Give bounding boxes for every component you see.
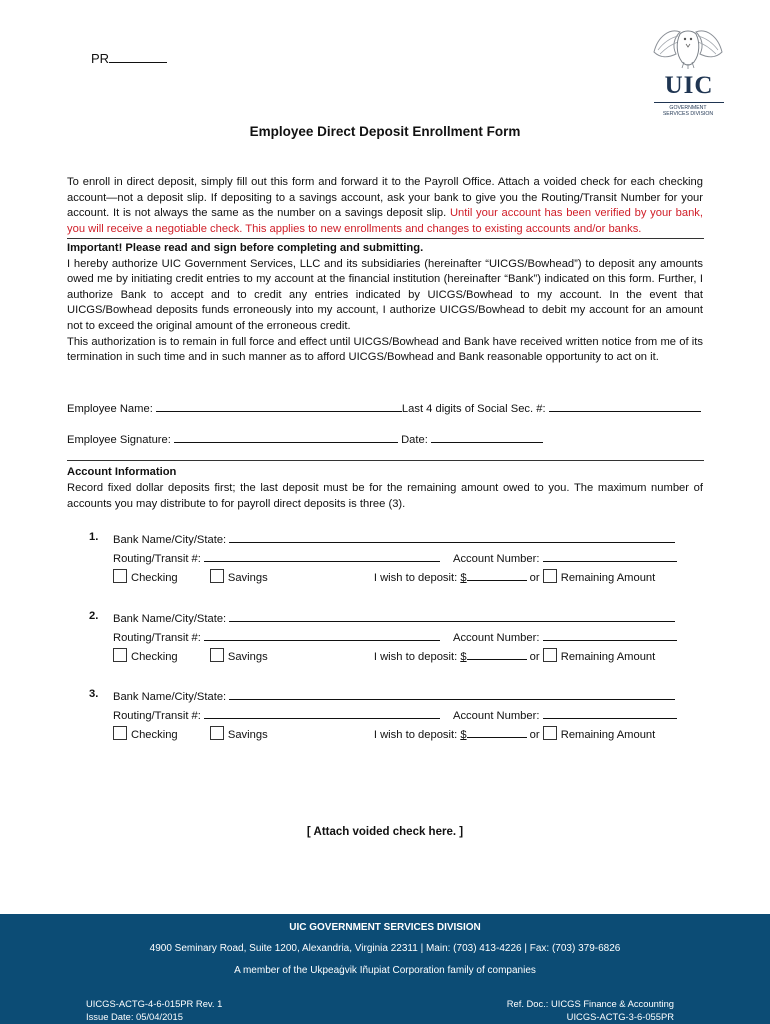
intro-warning: Until your account has been verified by your bank, you will receive a negotiable check. This applies to new enrollments and changes to existing accounts and/or banks.: [67, 207, 703, 235]
checking-label: Checking: [131, 729, 178, 741]
remaining-amount-label: Remaining Amount: [560, 651, 656, 663]
authorization-heading: Important! Please read and sign before completing and submitting.: [67, 242, 424, 254]
routing-label: Routing/Transit #:: [113, 710, 201, 722]
account-number-label: 3.: [89, 688, 99, 700]
account-info-text: Record fixed dollar deposits first; the last deposit must be for the remaining amount owed to you. The maximum number of accounts you may distribute to for payroll direct deposits is three (3).: [67, 482, 703, 510]
footer-form-id: UICGS-ACTG-4-6-015PR Rev. 1: [86, 998, 223, 1009]
footer-ref-doc: Ref. Doc.: UICGS Finance & Accounting: [506, 998, 674, 1009]
savings-label: Savings: [227, 651, 268, 663]
ssn-label: Last 4 digits of Social Sec. #:: [401, 403, 546, 415]
dollar-sign: $: [460, 651, 467, 663]
routing-label: Routing/Transit #:: [113, 553, 201, 565]
uic-logo: [650, 22, 726, 120]
section-divider: [67, 238, 704, 239]
remaining-amount-checkbox[interactable]: [543, 726, 557, 740]
date-input[interactable]: [431, 431, 543, 443]
employee-signature-row: [67, 431, 543, 446]
savings-checkbox[interactable]: [210, 726, 224, 740]
logo-wordmark: UIC: [664, 72, 714, 99]
remaining-amount-label: Remaining Amount: [560, 572, 656, 584]
account-section-3: [67, 688, 707, 748]
footer: [0, 914, 770, 1024]
pr-number-field: [91, 50, 167, 66]
remaining-amount-label: Remaining Amount: [560, 729, 656, 741]
bank-name-input[interactable]: [229, 610, 675, 622]
checking-checkbox[interactable]: [113, 726, 127, 740]
deposit-amount-input[interactable]: [467, 648, 527, 660]
footer-address: 4900 Seminary Road, Suite 1200, Alexandria, Virginia 22311 | Main: (703) 413-4226 | Fax: (703) 379-6826: [149, 943, 621, 954]
dollar-sign: $: [460, 729, 467, 741]
checking-label: Checking: [131, 572, 178, 584]
employee-signature-label: Employee Signature:: [67, 434, 171, 446]
deposit-amount-input[interactable]: [467, 726, 527, 738]
authorization-para-1: I hereby authorize UIC Government Services, LLC and its subsidiaries (hereinafter “UICGS/Bowhead”) to deposit any amounts owed me by initiating credit entries to my account at the financial institution (hereinafter “Bank”) indicated on this form. Further, I authorize Bank to accept and to credit any entries indicated by UICGS/Bowhead to my account. In the event that UICGS/Bowhead deposits funds erroneously into my account, I authorize UICGS/Bowhead to debit my account for an amount not to exceed the original amount of the erroneous credit.: [67, 257, 703, 332]
account-info-heading: Account Information: [67, 466, 177, 478]
savings-checkbox[interactable]: [210, 648, 224, 662]
account-number-field-label: Account Number:: [453, 553, 540, 565]
deposit-label: I wish to deposit:: [373, 651, 461, 663]
logo-subtitle: [650, 105, 726, 117]
remaining-amount-checkbox[interactable]: [543, 569, 557, 583]
routing-input[interactable]: [204, 629, 440, 641]
bank-name-label: Bank Name/City/State:: [113, 534, 227, 546]
account-number-input[interactable]: [543, 550, 677, 562]
routing-label: Routing/Transit #:: [113, 632, 201, 644]
logo-sub-line1: GOVERNMENT: [669, 105, 707, 111]
section-divider: [67, 460, 704, 461]
remaining-amount-checkbox[interactable]: [543, 648, 557, 662]
employee-name-row: [67, 400, 701, 415]
page-title: Employee Direct Deposit Enrollment Form: [249, 124, 521, 139]
checking-checkbox[interactable]: [113, 648, 127, 662]
routing-input[interactable]: [204, 550, 440, 562]
account-number-label: 2.: [89, 610, 99, 622]
deposit-amount-input[interactable]: [467, 569, 527, 581]
date-label: Date:: [401, 434, 428, 446]
checking-checkbox[interactable]: [113, 569, 127, 583]
footer-issue-date: Issue Date: 05/04/2015: [86, 1011, 183, 1022]
savings-label: Savings: [227, 572, 268, 584]
footer-org-name: UIC GOVERNMENT SERVICES DIVISION: [289, 922, 481, 933]
account-number-label: 1.: [89, 531, 99, 543]
savings-label: Savings: [227, 729, 268, 741]
logo-divider: [654, 102, 724, 103]
or-label: or: [529, 651, 540, 663]
account-number-input[interactable]: [543, 707, 677, 719]
routing-input[interactable]: [204, 707, 440, 719]
bank-name-label: Bank Name/City/State:: [113, 613, 227, 625]
authorization-section: [67, 241, 703, 366]
dollar-sign: $: [460, 572, 467, 584]
deposit-label: I wish to deposit:: [373, 572, 461, 584]
authorization-para-2: This authorization is to remain in full force and effect until UICGS/Bowhead and Bank have received written notice from me of its termination in such time and in such manner as to afford UICGS/Bowhead and Bank reasonable opportunity to act on it.: [67, 335, 703, 364]
pr-label: PR: [91, 51, 110, 66]
intro-paragraph: [67, 175, 703, 237]
employee-signature-input[interactable]: [174, 431, 398, 443]
deposit-label: I wish to deposit:: [373, 729, 461, 741]
bank-name-input[interactable]: [229, 531, 675, 543]
bank-name-input[interactable]: [229, 688, 675, 700]
employee-name-label: Employee Name:: [67, 403, 153, 415]
footer-ref-id: UICGS-ACTG-3-6-055PR: [566, 1011, 674, 1022]
ssn-input[interactable]: [549, 400, 701, 412]
checking-label: Checking: [131, 651, 178, 663]
account-section-2: [67, 610, 707, 670]
or-label: or: [529, 729, 540, 741]
account-number-input[interactable]: [543, 629, 677, 641]
footer-member-note: A member of the Ukpeaġvik Iñupiat Corporation family of companies: [234, 965, 536, 976]
employee-name-input[interactable]: [156, 400, 402, 412]
pr-blank-line[interactable]: [109, 50, 167, 63]
account-section-1: [67, 531, 707, 591]
account-number-field-label: Account Number:: [453, 710, 540, 722]
intro-text: To enroll in direct deposit, simply fill out this form and forward it to the Payroll Office. Attach a voided check for each checking account—not a deposit slip. If depositing to a savings account, ask your bank to give you the Routing/Transit Number for your account. It is not always the same as the number on a savings deposit slip.: [67, 176, 703, 220]
logo-sub-line2: SERVICES DIVISION: [662, 111, 714, 117]
account-number-field-label: Account Number:: [453, 632, 540, 644]
savings-checkbox[interactable]: [210, 569, 224, 583]
or-label: or: [529, 572, 540, 584]
attach-check-note: [ Attach voided check here. ]: [306, 826, 464, 838]
bank-name-label: Bank Name/City/State:: [113, 691, 227, 703]
